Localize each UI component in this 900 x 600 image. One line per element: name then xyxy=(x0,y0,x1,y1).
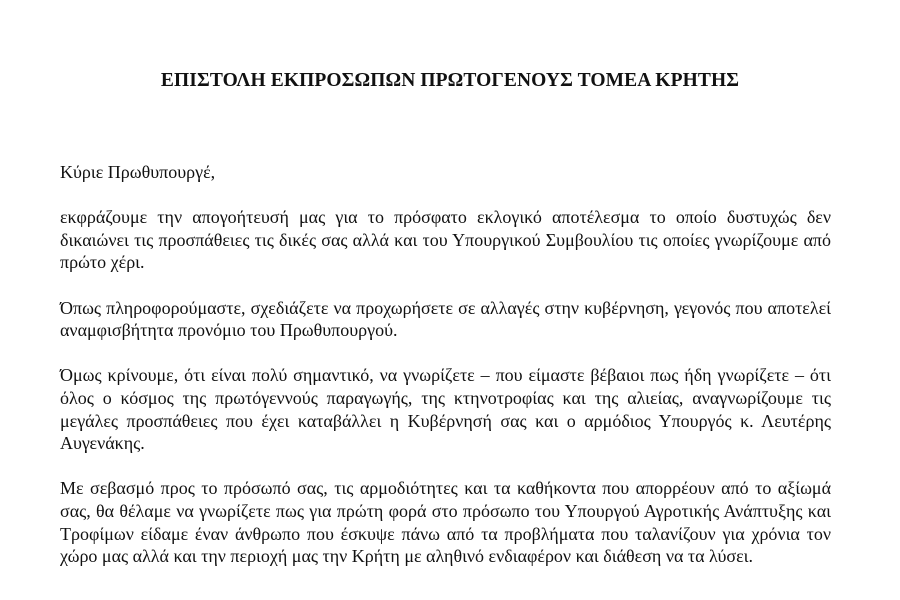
paragraph-4: Με σεβασμό προς το πρόσωπό σας, τις αρμοδιότητες και τα καθήκοντα που απορρέουν από το αξίωμά σας, θα θέλαμε να γνωρίζετε πως για πρώτη φορά στο πρόσωπο του Υπουργού Αγροτικής Ανάπτυξης και Τροφίμων είδαμε έναν άνθρωπο που έσκυψε πάνω από τα προβλήματα που ταλανίζουν για χρόνια τον χώρο μας αλλά και την περιοχή μας την Κρήτη με αληθινό ενδιαφέρον και διάθεση να τα λύσει. xyxy=(60,478,831,567)
paragraph-3: Όμως κρίνουμε, ότι είναι πολύ σημαντικό, να γνωρίζετε – που είμαστε βέβαιοι πως ήδη γνωρίζετε – ότι όλος ο κόσμος της πρωτόγεννούς παραγωγής, της κτηνοτροφίας και της αλιείας, αναγνωρίζουμε τις μεγάλες προσπάθειες που έχει καταβάλλει η Κυβέρνησή σας και ο αρμόδιος Υπουργός κ. Λευτέρης Αυγενάκης. xyxy=(60,365,831,454)
paragraph-1: εκφράζουμε την απογοήτευσή μας για το πρόσφατο εκλογικό αποτέλεσμα το οποίο δυστυχώς δεν δικαιώνει τις προσπάθειες τις δικές σας αλλά και του Υπουργικού Συμβουλίου τις οποίες γνωρίζουμε από πρώτο χέρι. xyxy=(60,207,831,273)
letter-body xyxy=(60,161,831,590)
document-title: ΕΠΙΣΤΟΛΗ ΕΚΠΡΟΣΩΠΩΝ ΠΡΩΤΟΓΕΝΟΥΣ ΤΟΜΕΑ ΚΡΗΤΗΣ xyxy=(160,70,740,91)
paragraph-2: Όπως πληροφορούμαστε, σχεδιάζετε να προχωρήσετε σε αλλαγές στην κυβέρνηση, γεγονός που αποτελεί αναμφισβήτητα προνόμιο του Πρωθυπουργού. xyxy=(60,297,831,341)
salutation: Κύριε Πρωθυπουργέ, xyxy=(60,162,216,182)
